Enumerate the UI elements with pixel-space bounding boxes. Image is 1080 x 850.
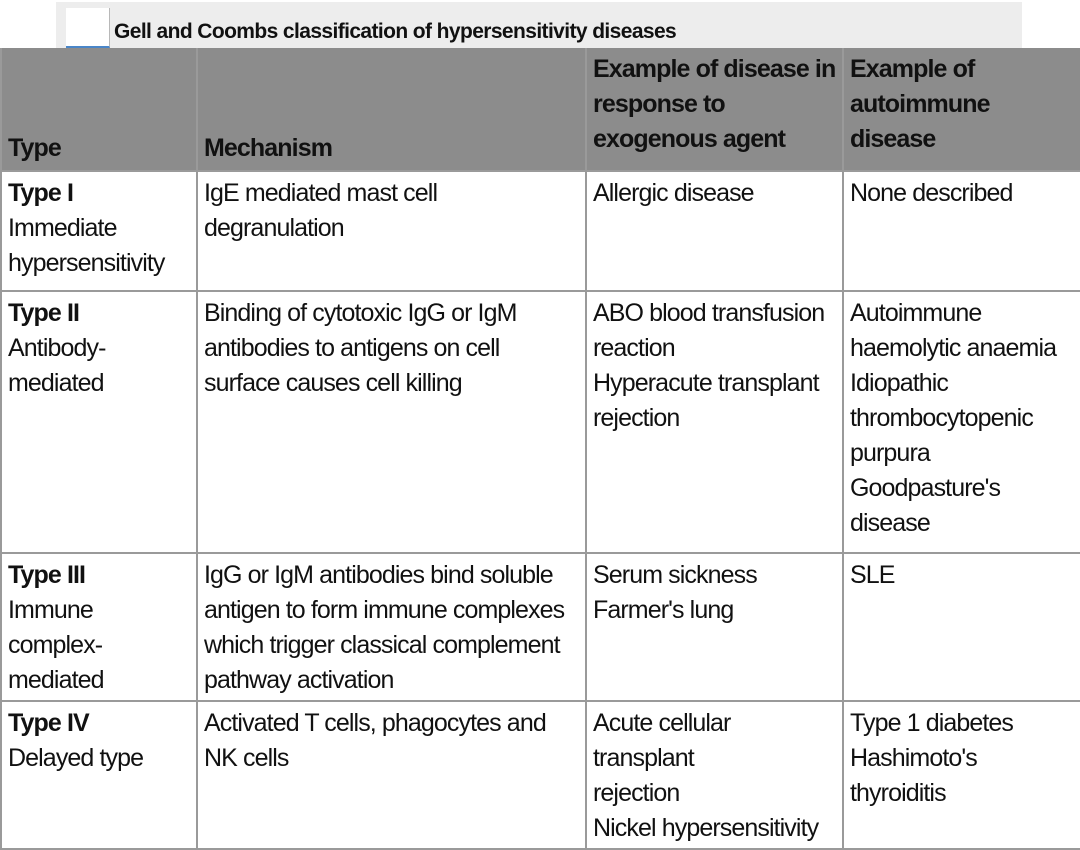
exogenous-line: reaction: [593, 334, 675, 362]
title-marker: [66, 8, 110, 48]
type-desc-line: hypersensitivity: [8, 249, 165, 277]
header-exogenous-line: exogenous agent: [593, 125, 786, 153]
header-exogenous-line: response to: [593, 90, 725, 118]
type-cell: [1, 553, 197, 701]
header-autoimmune-line: disease: [850, 125, 936, 153]
type-cell: [1, 291, 197, 553]
mechanism-line: pathway activation: [204, 666, 394, 694]
autoimmune-line: haemolytic anaemia: [850, 334, 1057, 362]
type-cell: [1, 701, 197, 849]
type-desc-line: Antibody-: [8, 334, 106, 362]
type-desc-line: Immediate: [8, 214, 117, 242]
type-name: Type IV: [8, 709, 89, 737]
exogenous-line: Acute cellular transplant: [593, 709, 731, 772]
table-row: [1, 171, 1080, 291]
header-exogenous: [586, 48, 843, 171]
exogenous-cell: [586, 701, 843, 849]
type-name: Type II: [8, 299, 80, 327]
exogenous-line: ABO blood transfusion: [593, 299, 825, 327]
mechanism-line: NK cells: [204, 744, 289, 772]
type-desc-line: mediated: [8, 369, 104, 397]
exogenous-line: rejection: [593, 779, 680, 807]
type-cell: [1, 171, 197, 291]
autoimmune-line: Hashimoto's: [850, 744, 977, 772]
mechanism-line: IgE mediated mast cell: [204, 179, 438, 207]
header-autoimmune-line: Example of: [850, 55, 975, 83]
classification-table: [0, 48, 1080, 850]
autoimmune-cell: [843, 291, 1080, 553]
mechanism-line: surface causes cell killing: [204, 369, 462, 397]
type-name: Type III: [8, 561, 86, 589]
autoimmune-line: thyroiditis: [850, 779, 946, 807]
table-row: [1, 291, 1080, 553]
mechanism-line: antigen to form immune complexes: [204, 596, 565, 624]
autoimmune-line: Idiopathic: [850, 369, 949, 397]
mechanism-cell: [197, 171, 586, 291]
autoimmune-cell: [843, 701, 1080, 849]
header-autoimmune: [843, 48, 1080, 171]
exogenous-line: Allergic disease: [593, 179, 754, 207]
mechanism-line: which trigger classical complement: [204, 631, 560, 659]
autoimmune-line: disease: [850, 509, 930, 537]
table-row: [1, 553, 1080, 701]
type-desc-line: mediated: [8, 666, 104, 694]
table-header-row: [1, 48, 1080, 171]
exogenous-line: Serum sickness: [593, 561, 757, 589]
autoimmune-line: thrombocytopenic: [850, 404, 1033, 432]
autoimmune-line: Goodpasture's: [850, 474, 1001, 502]
mechanism-line: Binding of cytotoxic IgG or IgM: [204, 299, 517, 327]
type-desc-line: Immune complex-: [8, 596, 103, 659]
autoimmune-line: SLE: [850, 561, 895, 589]
table-row: [1, 701, 1080, 849]
autoimmune-line: Type 1 diabetes: [850, 709, 1014, 737]
mechanism-line: Activated T cells, phagocytes and: [204, 709, 546, 737]
header-type: Type: [1, 48, 197, 171]
exogenous-cell: [586, 291, 843, 553]
mechanism-line: IgG or IgM antibodies bind soluble: [204, 561, 553, 589]
type-desc-line: Delayed type: [8, 744, 144, 772]
header-exogenous-line: Example of disease in: [593, 55, 836, 83]
exogenous-line: Nickel hypersensitivity: [593, 814, 819, 842]
header-autoimmune-line: autoimmune: [850, 90, 990, 118]
mechanism-line: antibodies to antigens on cell: [204, 334, 500, 362]
autoimmune-cell: [843, 553, 1080, 701]
mechanism-cell: [197, 291, 586, 553]
header-mechanism: Mechanism: [197, 48, 586, 171]
autoimmune-cell: [843, 171, 1080, 291]
autoimmune-line: None described: [850, 179, 1013, 207]
mechanism-cell: [197, 553, 586, 701]
mechanism-line: degranulation: [204, 214, 344, 242]
autoimmune-line: Autoimmune: [850, 299, 982, 327]
exogenous-line: Farmer's lung: [593, 596, 734, 624]
page-title: Gell and Coombs classification of hypersensitivity diseases: [114, 20, 677, 43]
exogenous-cell: [586, 171, 843, 291]
exogenous-line: Hyperacute transplant: [593, 369, 819, 397]
exogenous-cell: [586, 553, 843, 701]
exogenous-line: rejection: [593, 404, 680, 432]
mechanism-cell: [197, 701, 586, 849]
autoimmune-line: purpura: [850, 439, 930, 467]
type-name: Type I: [8, 179, 73, 207]
